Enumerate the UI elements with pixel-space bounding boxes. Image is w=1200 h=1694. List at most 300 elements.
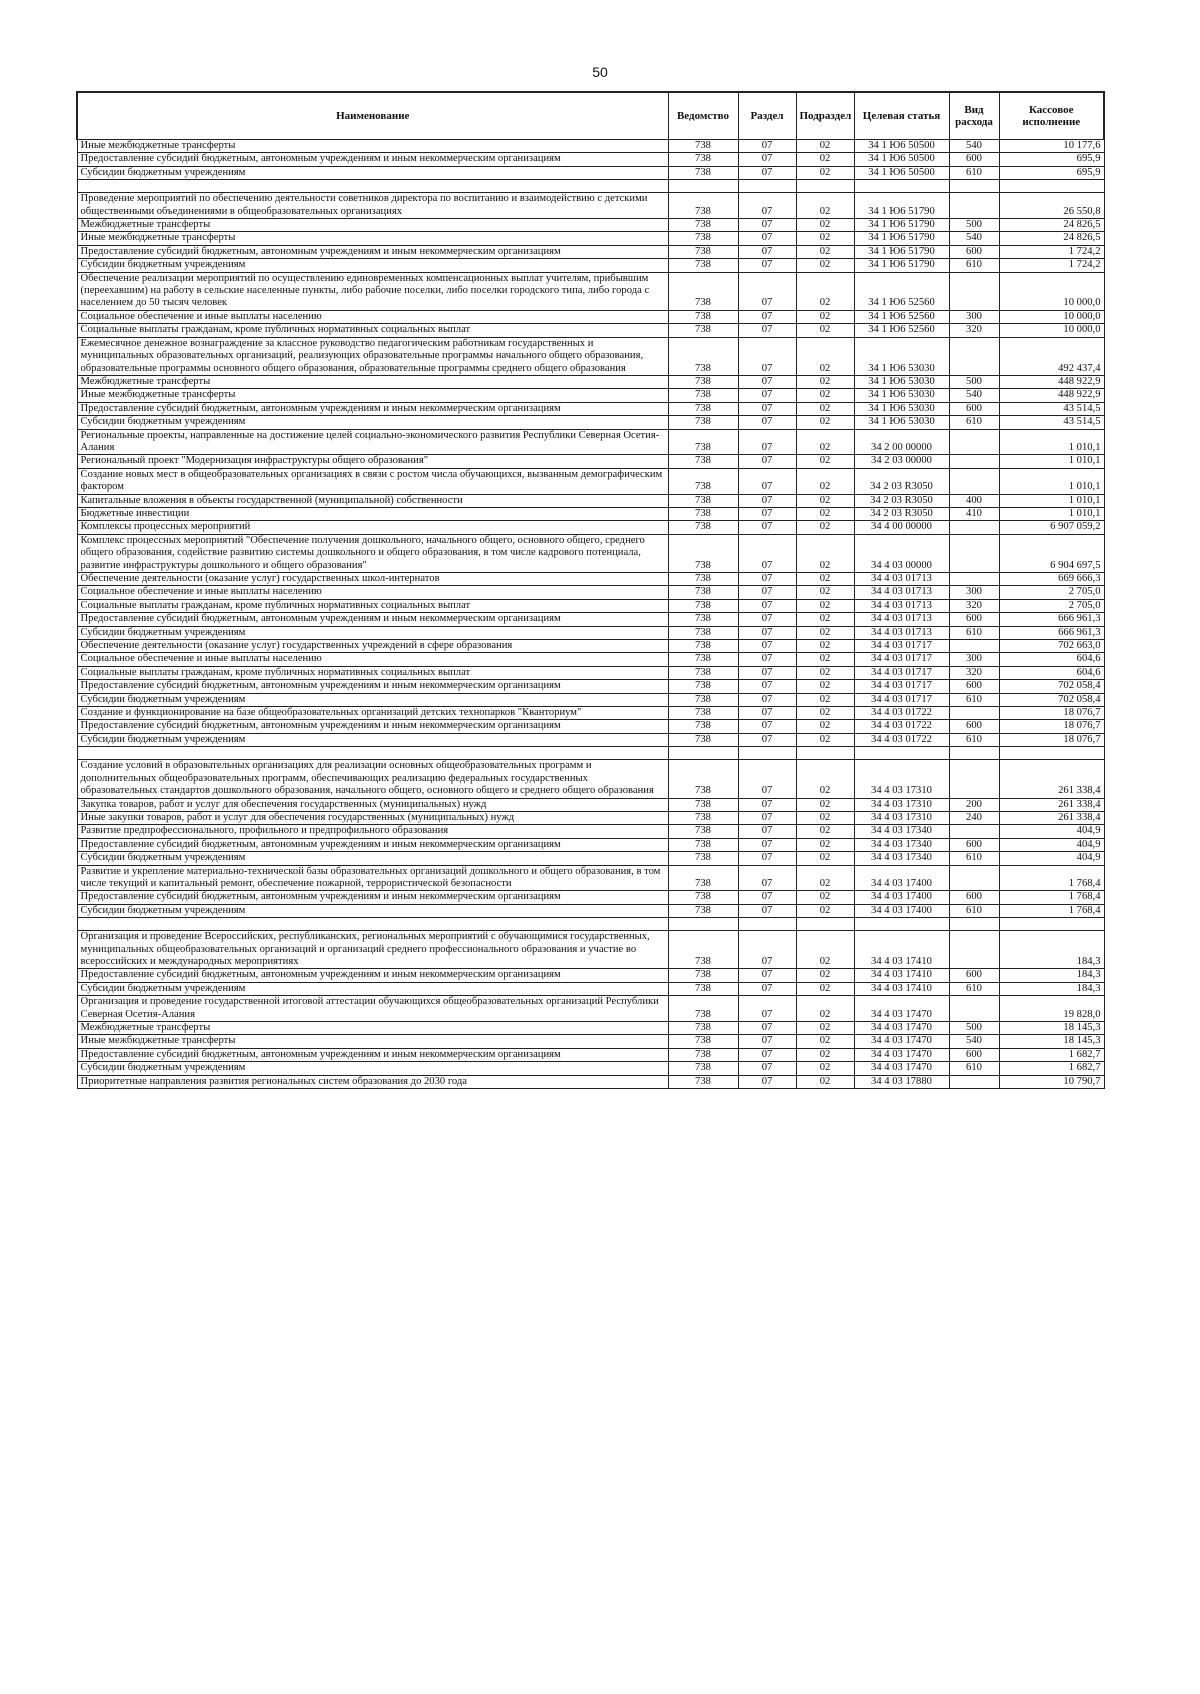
row-razdel: 07 xyxy=(738,140,796,153)
row-vedomstvo: 738 xyxy=(668,324,738,337)
row-vid: 600 xyxy=(949,1048,999,1061)
row-name: Субсидии бюджетным учреждениям xyxy=(77,982,668,995)
row-podrazdel: 02 xyxy=(796,626,854,639)
row-podrazdel: 02 xyxy=(796,389,854,402)
row-name: Предоставление субсидий бюджетным, автономным учреждениям и иным некоммерческим организациям xyxy=(77,245,668,258)
row-razdel: 07 xyxy=(738,259,796,272)
row-razdel: 07 xyxy=(738,996,796,1022)
table-row xyxy=(77,707,1104,720)
row-vedomstvo: 738 xyxy=(668,931,738,969)
row-vedomstvo: 738 xyxy=(668,389,738,402)
row-vedomstvo: 738 xyxy=(668,733,738,746)
row-name: Организация и проведение Всероссийских, республиканских, региональных мероприятий с обучающимися государственных, муниципальных общеобразовательных организаций и организаций среднего профессионального образования и участие во всероссийских и международных мероприятиях xyxy=(77,931,668,969)
row-target: 34 4 03 00000 xyxy=(854,534,949,572)
row-name: Социальное обеспечение и иные выплаты населению xyxy=(77,653,668,666)
spacer-cell xyxy=(668,180,738,193)
row-vedomstvo: 738 xyxy=(668,1075,738,1088)
row-name: Региональный проект "Модернизация инфраструктуры общего образования" xyxy=(77,455,668,468)
row-vid: 600 xyxy=(949,613,999,626)
row-target: 34 1 Ю6 50500 xyxy=(854,140,949,153)
row-amount: 261 338,4 xyxy=(999,811,1104,824)
row-vedomstvo: 738 xyxy=(668,707,738,720)
row-podrazdel: 02 xyxy=(796,429,854,455)
row-vedomstvo: 738 xyxy=(668,272,738,310)
row-target: 34 4 03 01717 xyxy=(854,653,949,666)
row-name: Комплекс процессных мероприятий "Обеспечение получения дошкольного, начального общего, основного общего, среднего общего образования, содействие развитию системы дошкольного и общего образования, в том числе кадрового потенциала, развитие инфраструктуры дошкольного и общего образования" xyxy=(77,534,668,572)
row-vid: 600 xyxy=(949,969,999,982)
row-razdel: 07 xyxy=(738,798,796,811)
row-name: Закупка товаров, работ и услуг для обеспечения государственных (муниципальных) нужд xyxy=(77,798,668,811)
row-vedomstvo: 738 xyxy=(668,680,738,693)
row-razdel: 07 xyxy=(738,310,796,323)
row-amount: 18 076,7 xyxy=(999,720,1104,733)
row-amount: 24 826,5 xyxy=(999,219,1104,232)
row-vid: 540 xyxy=(949,1035,999,1048)
row-vedomstvo: 738 xyxy=(668,666,738,679)
row-amount: 1 768,4 xyxy=(999,904,1104,917)
row-vedomstvo: 738 xyxy=(668,468,738,494)
row-razdel: 07 xyxy=(738,852,796,865)
row-razdel: 07 xyxy=(738,969,796,982)
row-amount: 695,9 xyxy=(999,153,1104,166)
row-amount: 1 682,7 xyxy=(999,1062,1104,1075)
row-name: Бюджетные инвестиции xyxy=(77,507,668,520)
table-row xyxy=(77,245,1104,258)
row-vedomstvo: 738 xyxy=(668,310,738,323)
row-podrazdel: 02 xyxy=(796,599,854,612)
table-row xyxy=(77,733,1104,746)
spacer-cell xyxy=(738,918,796,931)
row-name: Комплексы процессных мероприятий xyxy=(77,521,668,534)
row-target: 34 1 Ю6 51790 xyxy=(854,259,949,272)
row-target: 34 4 03 17470 xyxy=(854,1048,949,1061)
row-vedomstvo: 738 xyxy=(668,599,738,612)
row-vid: 600 xyxy=(949,153,999,166)
row-podrazdel: 02 xyxy=(796,375,854,388)
row-amount: 19 828,0 xyxy=(999,996,1104,1022)
row-target: 34 4 03 17880 xyxy=(854,1075,949,1088)
row-vid: 610 xyxy=(949,1062,999,1075)
row-vedomstvo: 738 xyxy=(668,760,738,798)
row-podrazdel: 02 xyxy=(796,720,854,733)
row-amount: 18 145,3 xyxy=(999,1022,1104,1035)
table-row xyxy=(77,693,1104,706)
row-target: 34 4 03 17470 xyxy=(854,1022,949,1035)
row-name: Обеспечение деятельности (оказание услуг) государственных школ-интернатов xyxy=(77,573,668,586)
row-amount: 2 705,0 xyxy=(999,599,1104,612)
row-vid xyxy=(949,825,999,838)
row-razdel: 07 xyxy=(738,166,796,179)
row-name: Предоставление субсидий бюджетным, автономным учреждениям и иным некоммерческим организациям xyxy=(77,1048,668,1061)
table-row xyxy=(77,416,1104,429)
row-vedomstvo: 738 xyxy=(668,534,738,572)
row-vid: 600 xyxy=(949,245,999,258)
table-row xyxy=(77,680,1104,693)
row-vedomstvo: 738 xyxy=(668,640,738,653)
row-podrazdel: 02 xyxy=(796,640,854,653)
row-target: 34 4 03 17410 xyxy=(854,931,949,969)
row-vedomstvo: 738 xyxy=(668,1048,738,1061)
row-name: Ежемесячное денежное вознаграждение за классное руководство педагогическим работникам государственных и муниципальных образовательных организаций, реализующих образовательные программы начального общего образования, образовательные программы основного общего образования, образовательные программы среднего общего образования xyxy=(77,337,668,375)
row-vedomstvo: 738 xyxy=(668,653,738,666)
row-razdel: 07 xyxy=(738,653,796,666)
row-amount: 10 790,7 xyxy=(999,1075,1104,1088)
row-podrazdel: 02 xyxy=(796,982,854,995)
row-vid: 610 xyxy=(949,626,999,639)
row-target: 34 1 Ю6 53030 xyxy=(854,375,949,388)
row-podrazdel: 02 xyxy=(796,166,854,179)
row-name: Предоставление субсидий бюджетным, автономным учреждениям и иным некоммерческим организациям xyxy=(77,891,668,904)
row-name: Межбюджетные трансферты xyxy=(77,219,668,232)
row-target: 34 4 03 01713 xyxy=(854,586,949,599)
row-podrazdel: 02 xyxy=(796,904,854,917)
row-amount: 669 666,3 xyxy=(999,573,1104,586)
row-razdel: 07 xyxy=(738,720,796,733)
row-razdel: 07 xyxy=(738,733,796,746)
row-razdel: 07 xyxy=(738,232,796,245)
row-vid: 600 xyxy=(949,720,999,733)
row-razdel: 07 xyxy=(738,707,796,720)
row-razdel: 07 xyxy=(738,521,796,534)
row-vid: 320 xyxy=(949,599,999,612)
row-vedomstvo: 738 xyxy=(668,586,738,599)
row-vid xyxy=(949,534,999,572)
row-podrazdel: 02 xyxy=(796,653,854,666)
row-razdel: 07 xyxy=(738,455,796,468)
row-razdel: 07 xyxy=(738,838,796,851)
table-row xyxy=(77,1022,1104,1035)
row-amount: 695,9 xyxy=(999,166,1104,179)
row-razdel: 07 xyxy=(738,337,796,375)
row-vid: 610 xyxy=(949,693,999,706)
table-row xyxy=(77,613,1104,626)
row-vid xyxy=(949,996,999,1022)
row-amount: 184,3 xyxy=(999,931,1104,969)
row-vedomstvo: 738 xyxy=(668,573,738,586)
row-vedomstvo: 738 xyxy=(668,904,738,917)
row-podrazdel: 02 xyxy=(796,219,854,232)
table-row xyxy=(77,586,1104,599)
row-name: Социальное обеспечение и иные выплаты населению xyxy=(77,310,668,323)
header-podrazdel: Подраздел xyxy=(796,92,854,140)
row-podrazdel: 02 xyxy=(796,402,854,415)
row-amount: 448 922,9 xyxy=(999,389,1104,402)
row-amount: 261 338,4 xyxy=(999,760,1104,798)
row-razdel: 07 xyxy=(738,613,796,626)
table-row xyxy=(77,337,1104,375)
table-row xyxy=(77,402,1104,415)
row-vid xyxy=(949,707,999,720)
row-podrazdel: 02 xyxy=(796,310,854,323)
row-vedomstvo: 738 xyxy=(668,996,738,1022)
spacer-cell xyxy=(999,747,1104,760)
row-vedomstvo: 738 xyxy=(668,865,738,891)
row-vid xyxy=(949,193,999,219)
table-row xyxy=(77,1075,1104,1088)
row-target: 34 4 03 01713 xyxy=(854,613,949,626)
row-name: Предоставление субсидий бюджетным, автономным учреждениям и иным некоммерческим организациям xyxy=(77,402,668,415)
row-vedomstvo: 738 xyxy=(668,521,738,534)
table-row xyxy=(77,838,1104,851)
row-podrazdel: 02 xyxy=(796,245,854,258)
row-vid xyxy=(949,931,999,969)
row-razdel: 07 xyxy=(738,375,796,388)
table-row xyxy=(77,521,1104,534)
spacer-cell xyxy=(668,747,738,760)
row-vedomstvo: 738 xyxy=(668,375,738,388)
row-vedomstvo: 738 xyxy=(668,1022,738,1035)
row-name: Социальные выплаты гражданам, кроме публичных нормативных социальных выплат xyxy=(77,599,668,612)
row-vedomstvo: 738 xyxy=(668,811,738,824)
table-row xyxy=(77,1048,1104,1061)
row-podrazdel: 02 xyxy=(796,996,854,1022)
table-row xyxy=(77,599,1104,612)
table-row xyxy=(77,996,1104,1022)
header-name: Наименование xyxy=(77,92,668,140)
table-row xyxy=(77,468,1104,494)
row-target: 34 4 03 17310 xyxy=(854,798,949,811)
row-vedomstvo: 738 xyxy=(668,825,738,838)
table-row xyxy=(77,259,1104,272)
row-podrazdel: 02 xyxy=(796,811,854,824)
row-razdel: 07 xyxy=(738,825,796,838)
row-name: Субсидии бюджетным учреждениям xyxy=(77,1062,668,1075)
row-vedomstvo: 738 xyxy=(668,969,738,982)
spacer-cell xyxy=(999,180,1104,193)
table-row xyxy=(77,310,1104,323)
row-target: 34 1 Ю6 52560 xyxy=(854,324,949,337)
row-razdel: 07 xyxy=(738,219,796,232)
row-razdel: 07 xyxy=(738,245,796,258)
row-vid: 610 xyxy=(949,733,999,746)
row-target: 34 2 03 00000 xyxy=(854,455,949,468)
row-vedomstvo: 738 xyxy=(668,193,738,219)
row-podrazdel: 02 xyxy=(796,1075,854,1088)
row-podrazdel: 02 xyxy=(796,707,854,720)
row-name: Субсидии бюджетным учреждениям xyxy=(77,693,668,706)
row-target: 34 4 03 17470 xyxy=(854,996,949,1022)
table-row xyxy=(77,798,1104,811)
row-vid: 540 xyxy=(949,389,999,402)
row-vedomstvo: 738 xyxy=(668,891,738,904)
row-amount: 1 010,1 xyxy=(999,494,1104,507)
table-row xyxy=(77,193,1104,219)
table-row xyxy=(77,811,1104,824)
spacer-cell xyxy=(854,180,949,193)
row-vid xyxy=(949,640,999,653)
row-vid xyxy=(949,521,999,534)
spacer-cell xyxy=(854,747,949,760)
row-vedomstvo: 738 xyxy=(668,153,738,166)
row-vedomstvo: 738 xyxy=(668,626,738,639)
row-target: 34 4 03 01713 xyxy=(854,599,949,612)
table-body xyxy=(77,140,1104,1089)
row-target: 34 1 Ю6 50500 xyxy=(854,166,949,179)
spacer-cell xyxy=(999,918,1104,931)
row-name: Социальные выплаты гражданам, кроме публичных нормативных социальных выплат xyxy=(77,324,668,337)
row-amount: 10 000,0 xyxy=(999,272,1104,310)
row-name: Предоставление субсидий бюджетным, автономным учреждениям и иным некоммерческим организациям xyxy=(77,838,668,851)
row-vedomstvo: 738 xyxy=(668,232,738,245)
row-razdel: 07 xyxy=(738,1062,796,1075)
row-vid xyxy=(949,468,999,494)
table-row xyxy=(77,640,1104,653)
row-vid: 600 xyxy=(949,838,999,851)
row-name: Иные межбюджетные трансферты xyxy=(77,1035,668,1048)
row-amount: 666 961,3 xyxy=(999,626,1104,639)
row-target: 34 4 03 01717 xyxy=(854,693,949,706)
row-vedomstvo: 738 xyxy=(668,507,738,520)
row-name: Приоритетные направления развития региональных систем образования до 2030 года xyxy=(77,1075,668,1088)
table-row xyxy=(77,982,1104,995)
row-amount: 1 682,7 xyxy=(999,1048,1104,1061)
row-amount: 10 000,0 xyxy=(999,324,1104,337)
row-vid xyxy=(949,760,999,798)
table-header-row xyxy=(77,92,1104,140)
row-amount: 18 076,7 xyxy=(999,733,1104,746)
row-vedomstvo: 738 xyxy=(668,245,738,258)
row-razdel: 07 xyxy=(738,666,796,679)
spacer-cell xyxy=(949,747,999,760)
row-target: 34 1 Ю6 52560 xyxy=(854,272,949,310)
row-name: Организация и проведение государственной итоговой аттестации обучающихся общеобразовательных организаций Республики Северная Осетия-Алания xyxy=(77,996,668,1022)
header-razdel: Раздел xyxy=(738,92,796,140)
row-name: Субсидии бюджетным учреждениям xyxy=(77,733,668,746)
row-vedomstvo: 738 xyxy=(668,1062,738,1075)
row-podrazdel: 02 xyxy=(796,534,854,572)
row-target: 34 1 Ю6 51790 xyxy=(854,219,949,232)
row-podrazdel: 02 xyxy=(796,798,854,811)
row-amount: 1 768,4 xyxy=(999,865,1104,891)
row-vedomstvo: 738 xyxy=(668,429,738,455)
header-vedomstvo: Ведомство xyxy=(668,92,738,140)
spacer-row xyxy=(77,180,1104,193)
row-razdel: 07 xyxy=(738,693,796,706)
row-vid: 540 xyxy=(949,140,999,153)
row-target: 34 4 03 01722 xyxy=(854,720,949,733)
row-podrazdel: 02 xyxy=(796,232,854,245)
row-target: 34 1 Ю6 53030 xyxy=(854,402,949,415)
row-vid: 600 xyxy=(949,680,999,693)
table-row xyxy=(77,494,1104,507)
row-vedomstvo: 738 xyxy=(668,982,738,995)
row-vid: 200 xyxy=(949,798,999,811)
spacer-cell xyxy=(668,918,738,931)
row-target: 34 4 03 01717 xyxy=(854,640,949,653)
row-razdel: 07 xyxy=(738,389,796,402)
row-name: Развитие и укрепление материально-технической базы образовательных организаций дошкольного и общего образования, в том числе текущий и капитальный ремонт, обеспечение пожарной, террористической безопасности xyxy=(77,865,668,891)
spacer-row xyxy=(77,747,1104,760)
row-razdel: 07 xyxy=(738,468,796,494)
table-row xyxy=(77,865,1104,891)
row-name: Субсидии бюджетным учреждениям xyxy=(77,904,668,917)
row-razdel: 07 xyxy=(738,865,796,891)
row-razdel: 07 xyxy=(738,416,796,429)
row-podrazdel: 02 xyxy=(796,666,854,679)
row-podrazdel: 02 xyxy=(796,760,854,798)
row-vid: 610 xyxy=(949,904,999,917)
row-podrazdel: 02 xyxy=(796,1048,854,1061)
row-name: Развитие предпрофессионального, профильного и предпрофильного образования xyxy=(77,825,668,838)
row-target: 34 4 03 01717 xyxy=(854,680,949,693)
row-vedomstvo: 738 xyxy=(668,140,738,153)
header-vid: Вид расхода xyxy=(949,92,999,140)
row-name: Проведение мероприятий по обеспечению деятельности советников директора по воспитанию и взаимодействию с детскими общественными объединениями в общеобразовательных организациях xyxy=(77,193,668,219)
row-vid: 300 xyxy=(949,586,999,599)
row-vid xyxy=(949,429,999,455)
row-target: 34 1 Ю6 51790 xyxy=(854,193,949,219)
row-target: 34 4 03 17400 xyxy=(854,904,949,917)
row-target: 34 4 03 01722 xyxy=(854,733,949,746)
row-podrazdel: 02 xyxy=(796,891,854,904)
row-vedomstvo: 738 xyxy=(668,259,738,272)
row-podrazdel: 02 xyxy=(796,586,854,599)
row-name: Создание и функционирование на базе общеобразовательных организаций детских технопарков "Кванториум" xyxy=(77,707,668,720)
row-vid: 410 xyxy=(949,507,999,520)
row-amount: 404,9 xyxy=(999,838,1104,851)
table-row xyxy=(77,534,1104,572)
row-amount: 6 904 697,5 xyxy=(999,534,1104,572)
row-name: Предоставление субсидий бюджетным, автономным учреждениям и иным некоммерческим организациям xyxy=(77,720,668,733)
row-amount: 10 177,6 xyxy=(999,140,1104,153)
table-row xyxy=(77,375,1104,388)
row-target: 34 4 03 17470 xyxy=(854,1035,949,1048)
row-amount: 448 922,9 xyxy=(999,375,1104,388)
row-razdel: 07 xyxy=(738,760,796,798)
row-vid: 300 xyxy=(949,310,999,323)
row-amount: 10 000,0 xyxy=(999,310,1104,323)
row-podrazdel: 02 xyxy=(796,733,854,746)
row-name: Иные межбюджетные трансферты xyxy=(77,140,668,153)
row-razdel: 07 xyxy=(738,494,796,507)
table-row xyxy=(77,852,1104,865)
row-vid: 400 xyxy=(949,494,999,507)
spacer-cell xyxy=(77,747,668,760)
row-amount: 1 010,1 xyxy=(999,455,1104,468)
row-razdel: 07 xyxy=(738,429,796,455)
table-row xyxy=(77,389,1104,402)
row-target: 34 4 03 01713 xyxy=(854,626,949,639)
row-vedomstvo: 738 xyxy=(668,402,738,415)
row-name: Создание условий в образовательных организациях для реализации основных общеобразовательных программ и дополнительных общеобразовательных программ, обеспечивающих реализацию федеральных государственных образовательных стандартов дошкольного образования, начального общего, основного общего и среднего общего образования xyxy=(77,760,668,798)
row-name: Субсидии бюджетным учреждениям xyxy=(77,852,668,865)
row-vid: 610 xyxy=(949,852,999,865)
row-amount: 184,3 xyxy=(999,969,1104,982)
row-name: Межбюджетные трансферты xyxy=(77,375,668,388)
row-vedomstvo: 738 xyxy=(668,852,738,865)
row-name: Субсидии бюджетным учреждениям xyxy=(77,416,668,429)
row-vedomstvo: 738 xyxy=(668,166,738,179)
table-row xyxy=(77,219,1104,232)
row-amount: 404,9 xyxy=(999,825,1104,838)
budget-table xyxy=(76,91,1105,1089)
row-target: 34 1 Ю6 52560 xyxy=(854,310,949,323)
row-vedomstvo: 738 xyxy=(668,798,738,811)
row-razdel: 07 xyxy=(738,272,796,310)
table-row xyxy=(77,969,1104,982)
row-amount: 492 437,4 xyxy=(999,337,1104,375)
row-podrazdel: 02 xyxy=(796,521,854,534)
row-vedomstvo: 738 xyxy=(668,1035,738,1048)
row-target: 34 4 03 17410 xyxy=(854,982,949,995)
row-podrazdel: 02 xyxy=(796,272,854,310)
row-name: Социальное обеспечение и иные выплаты населению xyxy=(77,586,668,599)
row-target: 34 1 Ю6 53030 xyxy=(854,337,949,375)
page-number: 50 xyxy=(592,64,608,80)
row-podrazdel: 02 xyxy=(796,140,854,153)
row-vid xyxy=(949,573,999,586)
row-razdel: 07 xyxy=(738,626,796,639)
